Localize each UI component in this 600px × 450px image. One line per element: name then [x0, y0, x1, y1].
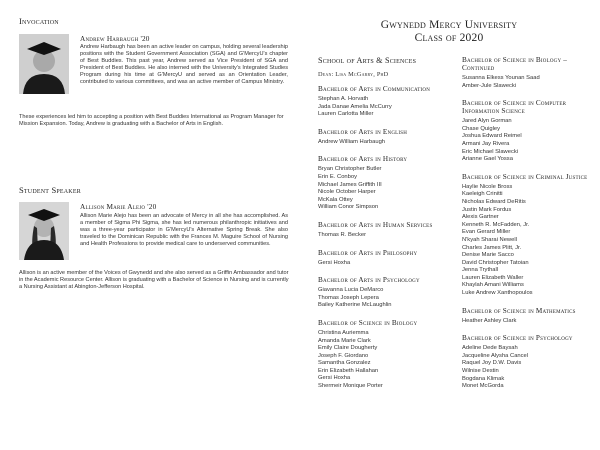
graduate-name: Evan Gerard Miller: [462, 229, 511, 236]
graduate-name: Thomas R. Becker: [318, 231, 366, 238]
speaker-bio: Allison Marie Alejo has been an advocate of Mercy in all she has accomplished. As a member of Sigma Phi Sigma, she has led numerous philanthropic initiatives and was a three-year participator in G'MercyU's Alternative Spring Break. She also traveled to the Dominican Republic with the Frances M. Maguire School of Nursing and Health Professions to provide medical care to underserved communities.: [80, 213, 288, 247]
degree-group-bachelor-of-arts-in-philosophy: [318, 249, 448, 268]
graduate-name: N'kyah Sharai Newell: [462, 236, 517, 243]
degree-group-bachelor-of-arts-in-human-services: [318, 221, 448, 240]
degree-heading: Bachelor of Arts in History: [318, 155, 408, 164]
graduate-name: Luke Andrew Xanthopoulos: [462, 290, 533, 297]
graduate-name: Monet McGorda: [462, 383, 504, 390]
degree-heading: Bachelor of Science in Mathematics: [462, 306, 576, 315]
dean-name: Dean: Lisa McGarry, PhD: [318, 71, 389, 78]
graduate-name: Emily Claire Dougherty: [318, 345, 378, 352]
degree-heading: Bachelor of Arts in Human Services: [318, 220, 433, 229]
degree-group-bachelor-of-science-in-computer-information-science: [462, 99, 592, 164]
invocation-name: Andrew Harbaugh '20: [80, 34, 150, 43]
degree-group-bachelor-of-science-in-criminal-justice: [462, 173, 592, 298]
degree-heading: Bachelor of Science in Psychology: [462, 334, 573, 343]
graduate-name: Giavanna Lucia DeMarco: [318, 287, 384, 294]
graduate-name: Amber-Jule Slawecki: [462, 82, 517, 89]
graduate-name: Shermeir Monique Porter: [318, 383, 383, 390]
degree-heading: Bachelor of Arts in Philosophy: [318, 248, 418, 257]
degree-heading: Bachelor of Science in Biology – Continued: [462, 56, 568, 72]
graduate-name: Denise Marie Sacco: [462, 252, 514, 259]
invocation-heading: Invocation: [19, 16, 59, 26]
graduate-name: Heather Ashley Clark: [462, 317, 517, 324]
graduate-name: Christina Auriemma: [318, 329, 369, 336]
degree-heading: Bachelor of Arts in Communication: [318, 85, 431, 93]
graduate-name: Wilnise Destin: [462, 368, 499, 375]
graduate-name: Erin E. Conboy: [318, 173, 357, 180]
graduate-name: Lauren Elizabeth Waller: [462, 274, 524, 281]
degree-group-bachelor-of-arts-in-history: [318, 155, 448, 212]
graduate-name: Jacqueline Alysha Cancel: [462, 352, 529, 359]
degree-heading: Bachelor of Science in Computer Information Science: [462, 99, 567, 116]
graduate-portrait-icon: [19, 202, 69, 260]
graduate-name: Eric Michael Slawecki: [462, 148, 519, 155]
graduate-name: Haylie Nicole Bross: [462, 183, 513, 190]
graduate-name: Chase Quigley: [462, 125, 501, 132]
graduate-name: Alexis Gartner: [462, 214, 499, 221]
graduate-name: Joshua Edward Reimel: [462, 133, 522, 140]
graduate-name: Thomas Joseph Lepera: [318, 294, 379, 301]
degree-group-bachelor-of-science-in-mathematics: [462, 307, 592, 326]
graduate-name: Erin Elizabeth Hallahan: [318, 367, 379, 374]
degree-group-bachelor-of-arts-in-communication: [318, 85, 448, 119]
graduate-name: Kenneth R. McFadden, Jr.: [462, 221, 530, 228]
graduate-name: Bailey Katherine McLaughlin: [318, 302, 392, 309]
graduate-name: Kaeleigh Crinitti: [462, 191, 503, 198]
graduate-portrait-icon: [19, 34, 69, 94]
graduate-name: Jenna Trythall: [462, 267, 499, 274]
graduate-name: Bryan Christopher Butler: [318, 166, 382, 173]
degree-group-bachelor-of-science-in-biology: [318, 319, 448, 391]
graduate-name: Adeline Dede Baysah: [462, 345, 518, 352]
university-title: Gwynedd Mercy University: [380, 19, 518, 31]
graduate-name: Amanda Marie Clark: [318, 337, 371, 344]
graduate-name: David Christopher Tatoian: [462, 259, 529, 266]
graduate-name: Jared Alyn Gorman: [462, 118, 512, 125]
speaker-bio-continued: Allison is an active member of the Voices of Gwynedd and she also served as a Griffin Ambassador and tutor in the Academic Resource Center. Allison is graduating with a Bachelor of Science in Nursing and is currently a Nursing Assistant at Abington-Jefferson Hospital.: [19, 270, 289, 290]
degree-group-bachelor-of-arts-in-english: [318, 128, 448, 147]
graduate-name: Jada Danae Amelia McCurry: [318, 103, 392, 110]
degree-column-1: [318, 56, 448, 400]
graduate-name: Arianne Gael Yossa: [462, 156, 513, 163]
graduate-name: Stephan A. Horvath: [318, 96, 369, 102]
student-speaker-heading: Student Speaker: [19, 185, 81, 195]
andrew-harbaugh-photo: [19, 34, 69, 94]
graduate-name: Charles James Plitt, Jr.: [462, 244, 522, 251]
graduate-name: Andrew William Harbaugh: [318, 138, 386, 145]
graduate-name: Gersi Hoxha: [318, 375, 351, 382]
graduate-name: Susanna Elkess Younan Saad: [462, 75, 540, 81]
graduate-name: Michael James Griffith III: [318, 181, 382, 188]
speaker-name: Allison Marie Alejo '20: [80, 202, 157, 211]
degree-heading: Bachelor of Science in Biology: [318, 318, 418, 327]
degree-column-2: [462, 56, 592, 400]
graduate-name: Nicole October Harper: [318, 189, 376, 196]
degree-group-bachelor-of-science-in-biology-continued: [462, 56, 592, 90]
graduate-name: Joseph F. Giordano: [318, 352, 369, 359]
degree-heading: Bachelor of Arts in Psychology: [318, 276, 420, 285]
school-name: School of Arts & Sciences: [318, 56, 417, 65]
degree-group-bachelor-of-science-in-psychology: [462, 334, 592, 391]
degree-heading: Bachelor of Arts in English: [318, 127, 408, 136]
graduate-name: Raquel Joy D.W. Davis: [462, 360, 522, 367]
graduate-name: Armani Jay Rivera: [462, 140, 510, 147]
graduate-name: Nicholas Edward DeRitis: [462, 198, 526, 205]
graduate-name: Gersi Hoxha: [318, 259, 351, 266]
degree-group-bachelor-of-arts-in-psychology: [318, 276, 448, 310]
graduate-name: Lauren Carlotta Miller: [318, 111, 374, 118]
graduate-name: Bogdana Klimak: [462, 375, 505, 382]
graduate-name: Khaylah Amani Williams: [462, 282, 524, 289]
invocation-bio-continued: These experiences led him to accepting a position with Best Buddies International as Program Manager for Mission Expansion. Today, Andrew is graduating with a Bachelor of Arts in English.: [19, 114, 284, 127]
graduate-name: McKala Ottey: [318, 196, 353, 203]
class-year-title: Class of 2020: [414, 32, 484, 44]
allison-alejo-photo: [19, 202, 69, 260]
graduate-name: William Conor Simpson: [318, 204, 379, 211]
graduate-name: Justin Mark Fordus: [462, 206, 512, 213]
invocation-bio: Andrew Harbaugh has been an active leader on campus, holding several leadership positions with the Student Government Association (SGA) and G'MercyU's chapter of Best Buddies. This past year, Andrew served as Vice President of SGA and President of Best Buddies. He also interned with the University's Integrated Studies Program during his time at G'MercyU and served as an Orientation Leader, contributed to various committees, and was an active member of Campus Ministry.: [80, 44, 288, 85]
graduate-name: Samantha Gonzalez: [318, 360, 371, 367]
degree-heading: Bachelor of Science in Criminal Justice: [462, 172, 588, 181]
